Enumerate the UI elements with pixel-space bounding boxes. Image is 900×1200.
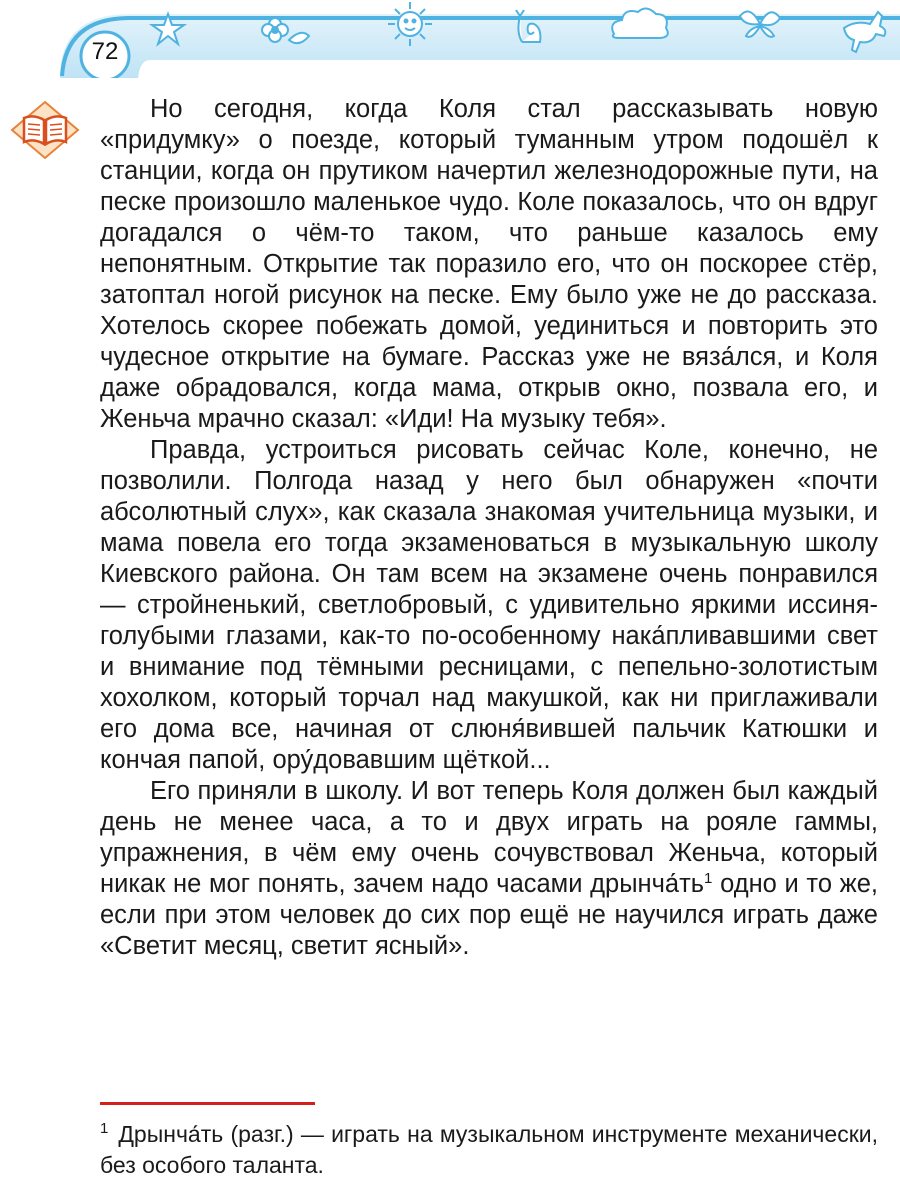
- paragraph-3: [100, 776, 878, 962]
- footnote: [100, 1119, 878, 1181]
- footnote-divider: [100, 1102, 315, 1105]
- open-book-icon: [10, 100, 80, 160]
- page-number: 72: [91, 38, 119, 65]
- header-band: [0, 0, 900, 78]
- paragraph-1: Но сегодня, когда Коля стал рассказывать новую «придумку» о поезде, который туманным утром подошёл к станции, когда он прутиком начертил железнодорожные пути, на песке произошло маленькое чудо. Коле показалось, что он вдруг догадался о чём-то таком, что раньше казалось ему непонятным. Открытие так поразило его, что он поскорее стёр, затоптал ногой рисунок на песке. Ему было уже не до рассказа. Хотелось скорее побежать домой, уединиться и повторить это чудесное открытие на бумаге. Рассказ уже не вяза́лся, и Коля даже обрадовался, когда мама, открыв окно, позвала его, и Женьча мрачно сказал: «Иди! На музыку тебя».: [100, 95, 878, 433]
- paragraph-3-after: одно и то же, если при этом человек до сих пор ещё не научился играть даже «Светит месяц, светит ясный».: [100, 870, 879, 960]
- cloud-icon: [612, 8, 668, 38]
- footnote-number: 1: [100, 1120, 109, 1137]
- paragraph-2: Правда, устроиться рисовать сейчас Коле, конечно, не позволили. Полгода назад у него был обнаружен «почти абсолютный слух», как сказала знакомая учительница музыки, и мама повела его тогда экзаменоваться в музыкальную школу Киевского района. Он там всем на экзамене очень понравился — стройненький, светлобровый, с удивительно яркими иссиня-голубыми глазами, как-то по-особенному нака́пливавшими свет и внимание под тёмными ресницами, с пепельно-золотистым хохолком, который торчал над макушкой, как ни приглаживали его дома все, начиная от слюня́вившей пальчик Катюшки и кончая папой, ору́довавшим щёткой...: [100, 436, 878, 774]
- paragraph-3-before: Его приняли в школу. И вот теперь Коля должен был каждый день не менее часа, а то и двух играть на рояле гаммы, упражнения, в чём ему очень сочувствовал Женьча, который никак не мог понять, зачем надо часами дрынча́ть: [100, 777, 878, 898]
- footnote-text: Дрынча́ть (разг.) — играть на музыкальном инструменте механически, без особого таланта.: [100, 1121, 878, 1178]
- footnote-mark: 1: [704, 870, 713, 887]
- main-text: [100, 94, 878, 962]
